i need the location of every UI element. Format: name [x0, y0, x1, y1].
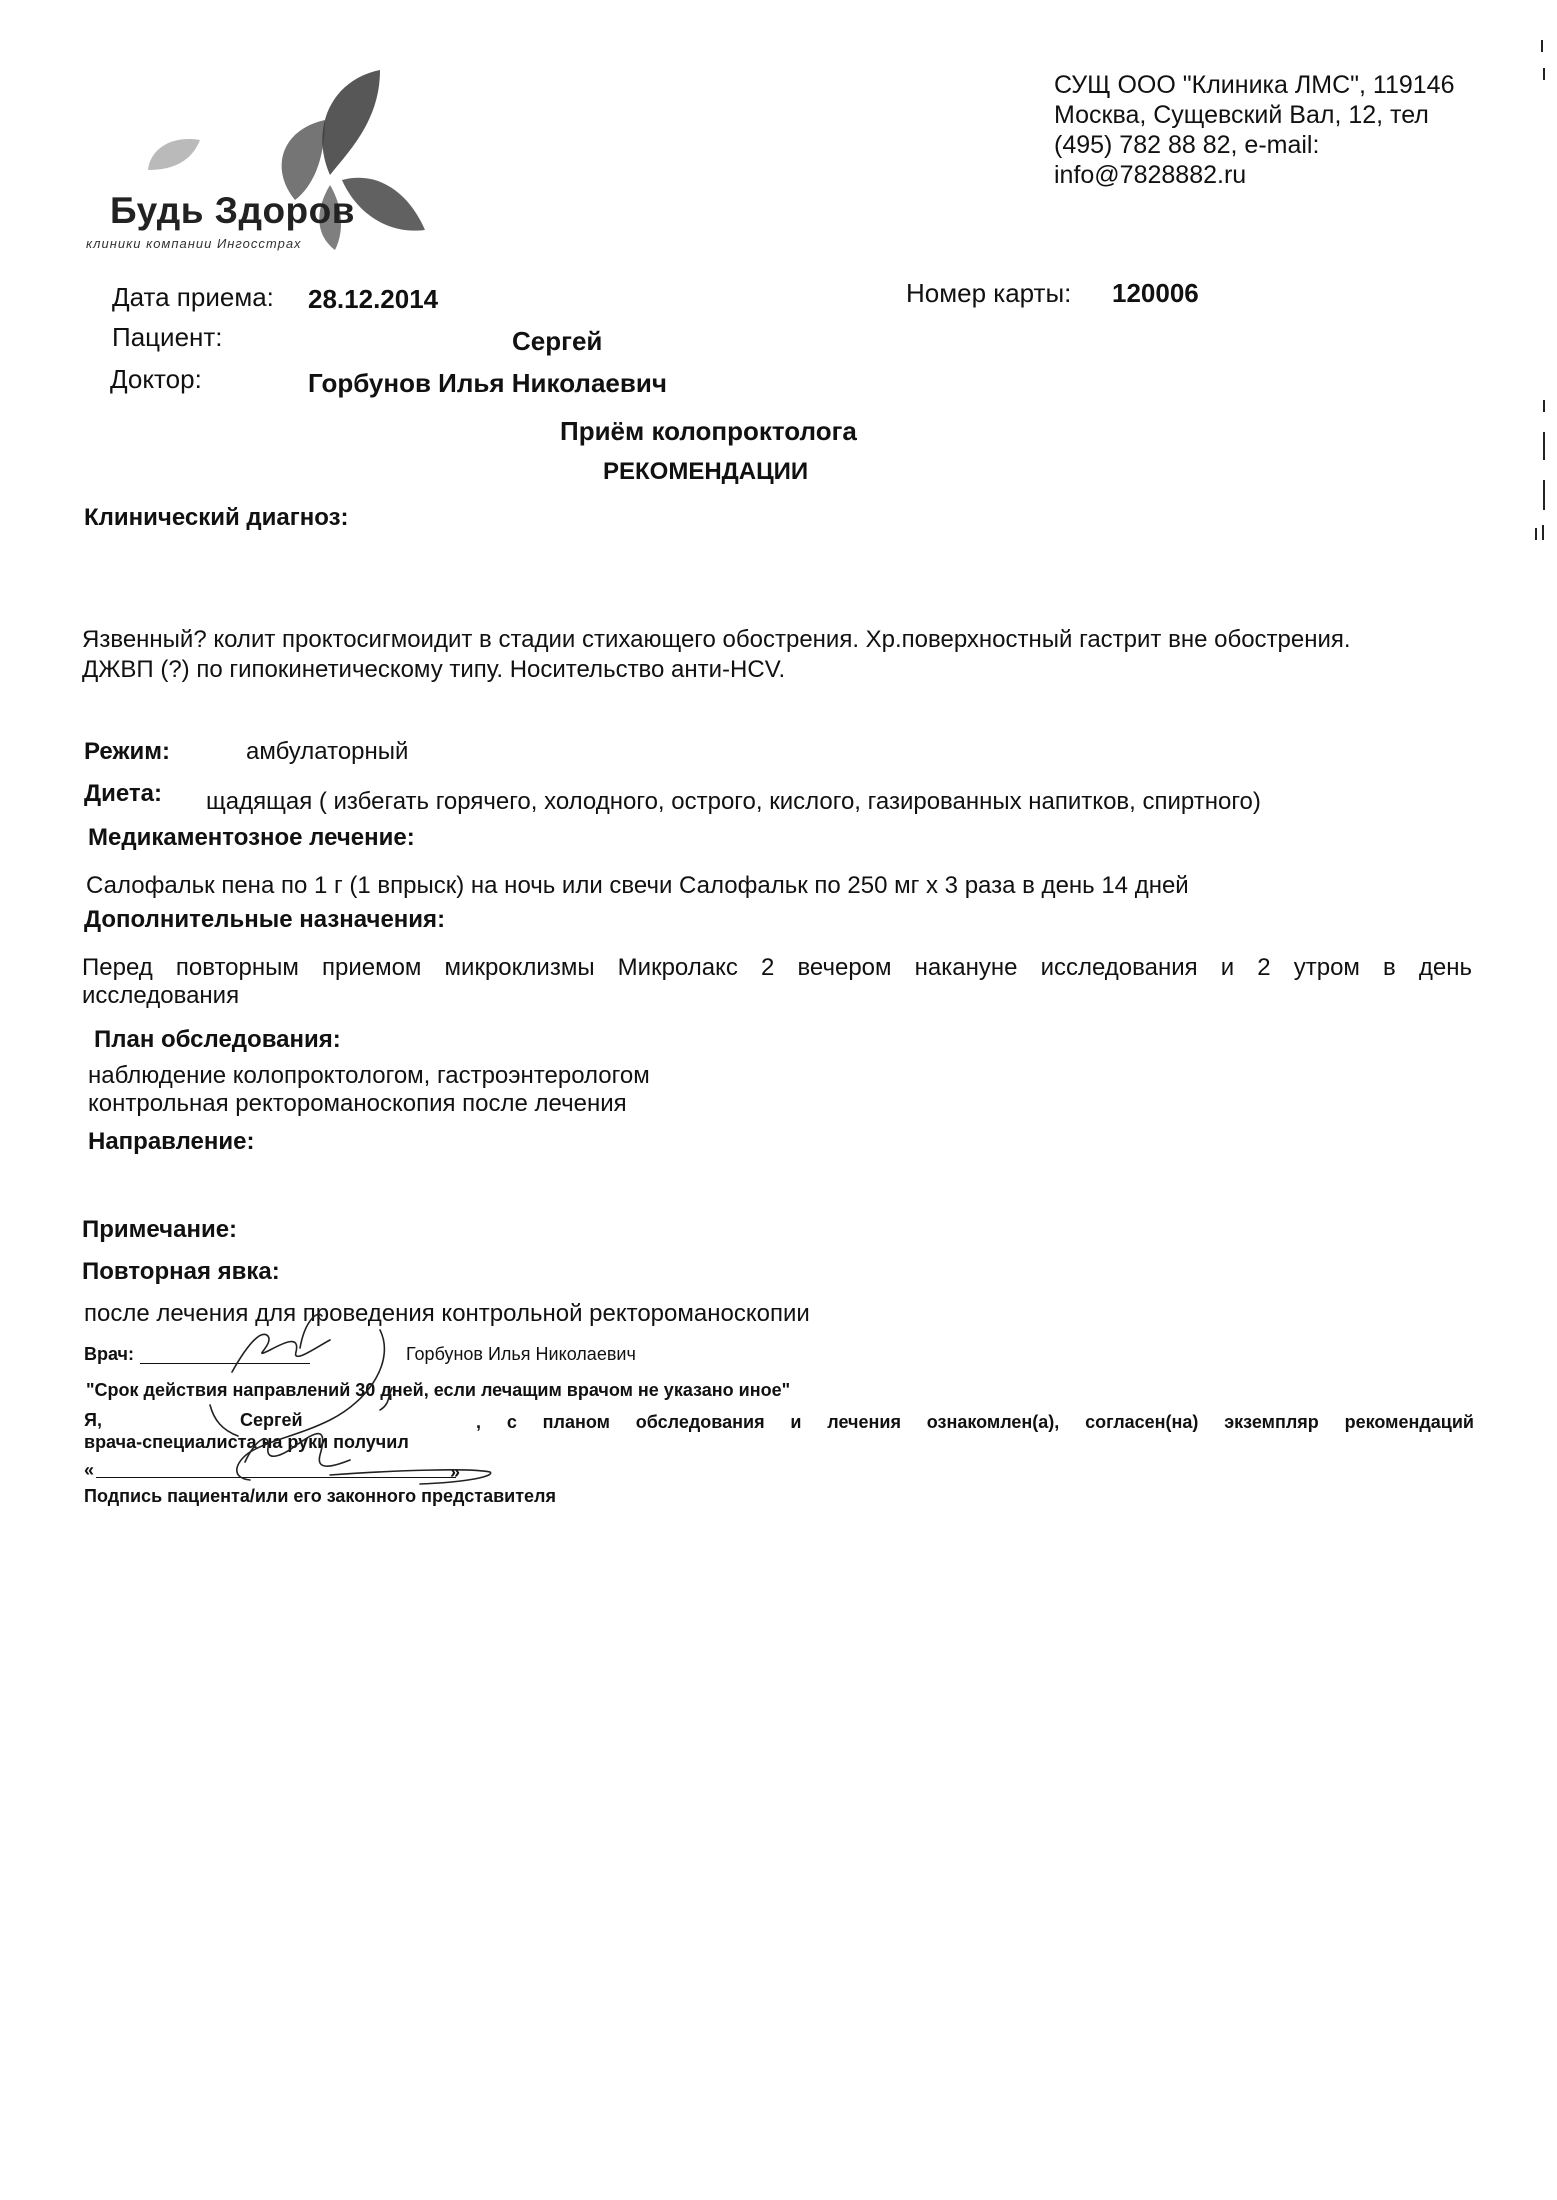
consent-patient-name: Сергей [240, 1410, 303, 1430]
plan-line: контрольная ректороманоскопия после лечения [88, 1090, 627, 1117]
validity-note: "Срок действия направлений 30 дней, если лечащим врачом не указано иное" [86, 1380, 791, 1400]
referral-heading: Направление: [88, 1128, 255, 1155]
regime-value: амбулаторный [246, 738, 409, 765]
doctor-signature-line [140, 1363, 310, 1364]
document-title: Приём колопроктолога [560, 416, 857, 446]
diet-value: щадящая ( избегать горячего, холодного, острого, кислого, газированных напитков, спиртного) [206, 788, 1261, 815]
date-value: 28.12.2014 [308, 284, 439, 314]
doctor-value: Горбунов Илья Николаевич [308, 368, 667, 398]
address-line: (495) 782 88 82, e-mail: [1054, 131, 1320, 159]
footer-doctor-label: Врач: [84, 1344, 135, 1364]
quote-close: » [450, 1462, 461, 1482]
address-line: info@7828882.ru [1054, 161, 1247, 189]
note-heading: Примечание: [82, 1216, 238, 1243]
logo-name: Будь Здоров [110, 190, 355, 231]
regime-heading: Режим: [84, 738, 170, 765]
consent-line2: врача-специалиста на руки получил [84, 1432, 409, 1452]
patient-label: Пациент: [112, 322, 223, 352]
logo-subtitle: клиники компании Ингосстрах [86, 236, 302, 251]
consent-text: , с планом обследования и лечения ознакомлен(а), согласен(на) экземпляр рекомендаций [476, 1412, 1474, 1432]
patient-signature-line [96, 1477, 456, 1478]
additional-heading: Дополнительные назначения: [84, 906, 446, 933]
medication-value: Салофальк пена по 1 г (1 впрыск) на ночь или свечи Салофальк по 250 мг х 3 раза в день 14 дней [86, 872, 1189, 899]
diagnosis-heading: Клинический диагноз: [84, 504, 349, 531]
patient-signature-label: Подпись пациента/или его законного представителя [84, 1486, 556, 1506]
card-value: 120006 [1112, 278, 1199, 308]
address-line: Москва, Сущевский Вал, 12, тел [1054, 101, 1429, 129]
quote-open: « [84, 1460, 95, 1480]
address-line: СУЩ ООО "Клиника ЛМС", 119146 [1054, 71, 1455, 99]
document-subtitle: РЕКОМЕНДАЦИИ [603, 458, 809, 485]
additional-line: Перед повторным приемом микроклизмы Микролакс 2 вечером накануне исследования и 2 утром в день [82, 954, 1472, 981]
scan-edge-marks [1530, 40, 1557, 560]
diet-heading: Диета: [84, 780, 162, 807]
date-label: Дата приема: [112, 282, 274, 312]
footer-doctor-name: Горбунов Илья Николаевич [406, 1344, 636, 1364]
plan-heading: План обследования: [94, 1026, 341, 1053]
doctor-label: Доктор: [110, 364, 202, 394]
consent-prefix: Я, [84, 1410, 102, 1430]
revisit-value: после лечения для проведения контрольной ректороманоскопии [84, 1300, 810, 1327]
diagnosis-line: ДЖВП (?) по гипокинетическому типу. Носительство анти-HCV. [82, 656, 786, 683]
medication-heading: Медикаментозное лечение: [88, 824, 415, 851]
card-label: Номер карты: [906, 278, 1072, 308]
patient-value: Сергей [512, 326, 603, 356]
additional-line: исследования [82, 982, 240, 1009]
revisit-heading: Повторная явка: [82, 1258, 280, 1285]
diagnosis-line: Язвенный? колит проктосигмоидит в стадии стихающего обострения. Хр.поверхностный гастрит вне обострения. [82, 626, 1351, 653]
plan-line: наблюдение колопроктологом, гастроэнтерологом [88, 1062, 650, 1089]
clinic-address [1054, 70, 1455, 190]
